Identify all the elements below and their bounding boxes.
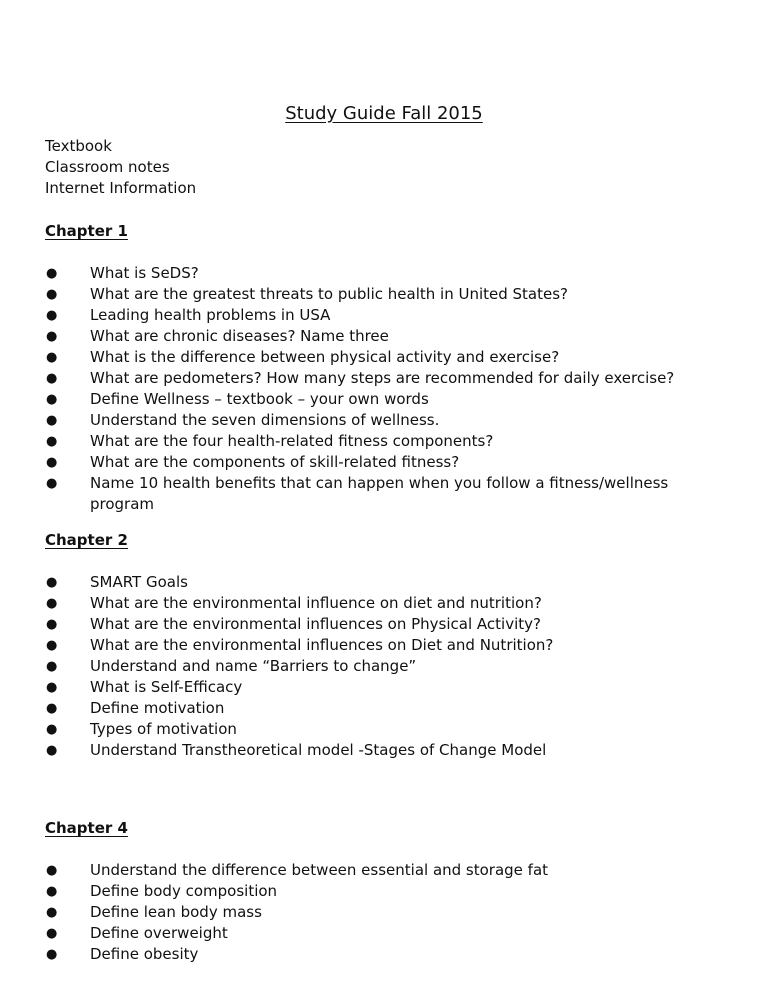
bullet-icon: ●	[46, 638, 58, 653]
bullet-icon: ●	[46, 455, 58, 470]
bullet-icon: ●	[46, 905, 58, 920]
sources-list	[45, 136, 196, 199]
chapter-2-list	[45, 572, 725, 761]
list-item-text: Types of motivation	[90, 720, 237, 738]
list-item	[45, 719, 725, 740]
list-item-text: What are the environmental influence on diet and nutrition?	[90, 594, 542, 612]
chapter-4-list	[45, 860, 725, 965]
list-item-text: Leading health problems in USA	[90, 306, 331, 324]
list-item	[45, 263, 725, 284]
list-item	[45, 473, 725, 515]
bullet-icon: ●	[46, 884, 58, 899]
list-item	[45, 368, 725, 389]
chapter-1-list	[45, 263, 725, 515]
list-item	[45, 944, 725, 965]
chapter-4-heading: Chapter 4	[45, 819, 128, 837]
list-item	[45, 656, 725, 677]
list-item	[45, 614, 725, 635]
bullet-icon: ●	[46, 701, 58, 716]
bullet-icon: ●	[46, 350, 58, 365]
bullet-icon: ●	[46, 659, 58, 674]
list-item-text: What are pedometers? How many steps are recommended for daily exercise?	[90, 369, 675, 387]
list-item-text: What is SeDS?	[90, 264, 199, 282]
chapter-1-heading: Chapter 1	[45, 222, 128, 240]
list-item	[45, 902, 725, 923]
list-item	[45, 881, 725, 902]
list-item-text: What are the environmental influences on Physical Activity?	[90, 615, 541, 633]
bullet-icon: ●	[46, 947, 58, 962]
list-item-text: What is the difference between physical activity and exercise?	[90, 348, 560, 366]
list-item-text: What are the four health-related fitness components?	[90, 432, 494, 450]
list-item	[45, 347, 725, 368]
list-item-text: What are the greatest threats to public health in United States?	[90, 285, 569, 303]
list-item-text: SMART Goals	[90, 573, 188, 591]
list-item-text: Understand the seven dimensions of wellness.	[90, 411, 440, 429]
bullet-icon: ●	[46, 308, 58, 323]
list-item-text: What is Self-Efficacy	[90, 678, 243, 696]
bullet-icon: ●	[46, 926, 58, 941]
list-item	[45, 326, 725, 347]
list-item	[45, 431, 725, 452]
chapter-2-heading: Chapter 2	[45, 531, 128, 549]
list-item-text: Understand Transtheoretical model -Stages of Change Model	[90, 741, 547, 759]
source-item: Classroom notes	[45, 158, 170, 176]
bullet-icon: ●	[46, 371, 58, 386]
list-item	[45, 452, 725, 473]
list-item	[45, 284, 725, 305]
bullet-icon: ●	[46, 617, 58, 632]
list-item	[45, 923, 725, 944]
list-item	[45, 635, 725, 656]
page-title: Study Guide Fall 2015	[285, 103, 483, 124]
source-item: Internet Information	[45, 179, 197, 197]
list-item	[45, 389, 725, 410]
list-item-text: Name 10 health benefits that can happen when you follow a fitness/wellness program	[90, 474, 669, 513]
bullet-icon: ●	[46, 863, 58, 878]
list-item-text: Define body composition	[90, 882, 278, 900]
bullet-icon: ●	[46, 722, 58, 737]
list-item-text: Define Wellness – textbook – your own words	[90, 390, 429, 408]
bullet-icon: ●	[46, 392, 58, 407]
bullet-icon: ●	[46, 287, 58, 302]
list-item-text: Define overweight	[90, 924, 228, 942]
list-item	[45, 677, 725, 698]
bullet-icon: ●	[46, 680, 58, 695]
list-item-text: What are the components of skill-related fitness?	[90, 453, 460, 471]
bullet-icon: ●	[46, 575, 58, 590]
bullet-icon: ●	[46, 434, 58, 449]
list-item-text: Define motivation	[90, 699, 225, 717]
list-item-text: Understand and name “Barriers to change”	[90, 657, 417, 675]
source-item: Textbook	[45, 137, 112, 155]
list-item-text: What are chronic diseases? Name three	[90, 327, 389, 345]
list-item	[45, 410, 725, 431]
list-item	[45, 305, 725, 326]
bullet-icon: ●	[46, 596, 58, 611]
list-item	[45, 860, 725, 881]
list-item	[45, 572, 725, 593]
list-item	[45, 698, 725, 719]
list-item-text: Define lean body mass	[90, 903, 262, 921]
list-item	[45, 593, 725, 614]
list-item-text: Understand the difference between essential and storage fat	[90, 861, 549, 879]
bullet-icon: ●	[46, 743, 58, 758]
bullet-icon: ●	[46, 413, 58, 428]
bullet-icon: ●	[46, 476, 58, 491]
list-item-text: What are the environmental influences on Diet and Nutrition?	[90, 636, 554, 654]
list-item-text: Define obesity	[90, 945, 199, 963]
bullet-icon: ●	[46, 329, 58, 344]
list-item	[45, 740, 725, 761]
bullet-icon: ●	[46, 266, 58, 281]
